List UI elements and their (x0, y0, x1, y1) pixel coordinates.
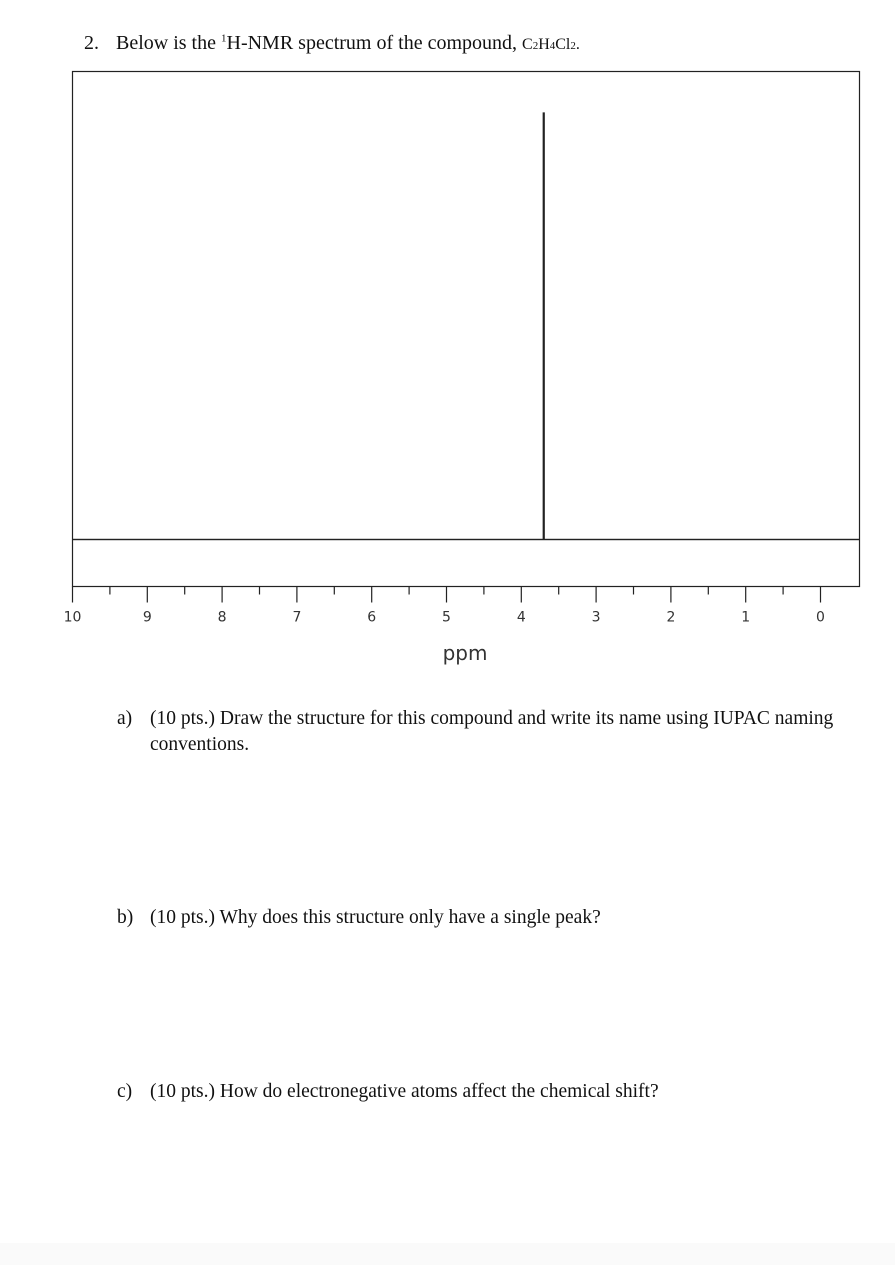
part-a (117, 706, 857, 758)
page-bottom-strip (0, 1243, 895, 1265)
superscript-one: 1 (221, 32, 227, 45)
part-b (117, 905, 857, 931)
x-axis-tick-labels (64, 610, 825, 626)
tick-label-3: 3 (591, 609, 601, 626)
formula-cl-subscript: 2 (570, 40, 576, 52)
tick-label-6: 6 (367, 609, 377, 626)
part-a-text: (10 pts.) Draw the structure for this compound and write its name using IUPAC naming conventions. (150, 708, 834, 755)
tick-label-8: 8 (217, 609, 227, 626)
tick-label-1: 1 (741, 609, 751, 626)
x-axis-ticks (73, 587, 821, 603)
tick-label-9: 9 (142, 609, 152, 626)
formula-h: H (538, 36, 550, 53)
formula-h-subscript: 4 (549, 40, 556, 52)
tick-label-4: 4 (516, 609, 526, 626)
part-b-text: (10 pts.) Why does this structure only have a single peak? (150, 907, 601, 928)
question-number: 2. (84, 32, 99, 54)
tick-label-2: 2 (666, 609, 676, 626)
part-a-label: a) (117, 708, 133, 729)
part-c (117, 1079, 857, 1105)
formula-c: C (522, 36, 533, 53)
x-axis-label: ppm (442, 641, 488, 665)
tick-label-7: 7 (292, 609, 302, 626)
formula-c-subscript: 2 (532, 40, 539, 52)
question-text-before: Below is the (116, 32, 221, 54)
formula-cl: Cl (555, 36, 571, 53)
part-b-label: b) (117, 907, 134, 928)
plot-frame (73, 72, 860, 587)
part-c-label: c) (117, 1081, 133, 1102)
tick-label-5: 5 (442, 609, 451, 626)
question-text-nucleus: H-NMR spectrum of the compound, (226, 32, 523, 54)
tick-label-0: 0 (816, 609, 825, 626)
spectrum-trace (73, 113, 860, 540)
tick-label-10: 10 (63, 609, 82, 626)
part-c-text: (10 pts.) How do electronegative atoms affect the chemical shift? (150, 1081, 659, 1102)
formula-period: . (575, 36, 580, 53)
